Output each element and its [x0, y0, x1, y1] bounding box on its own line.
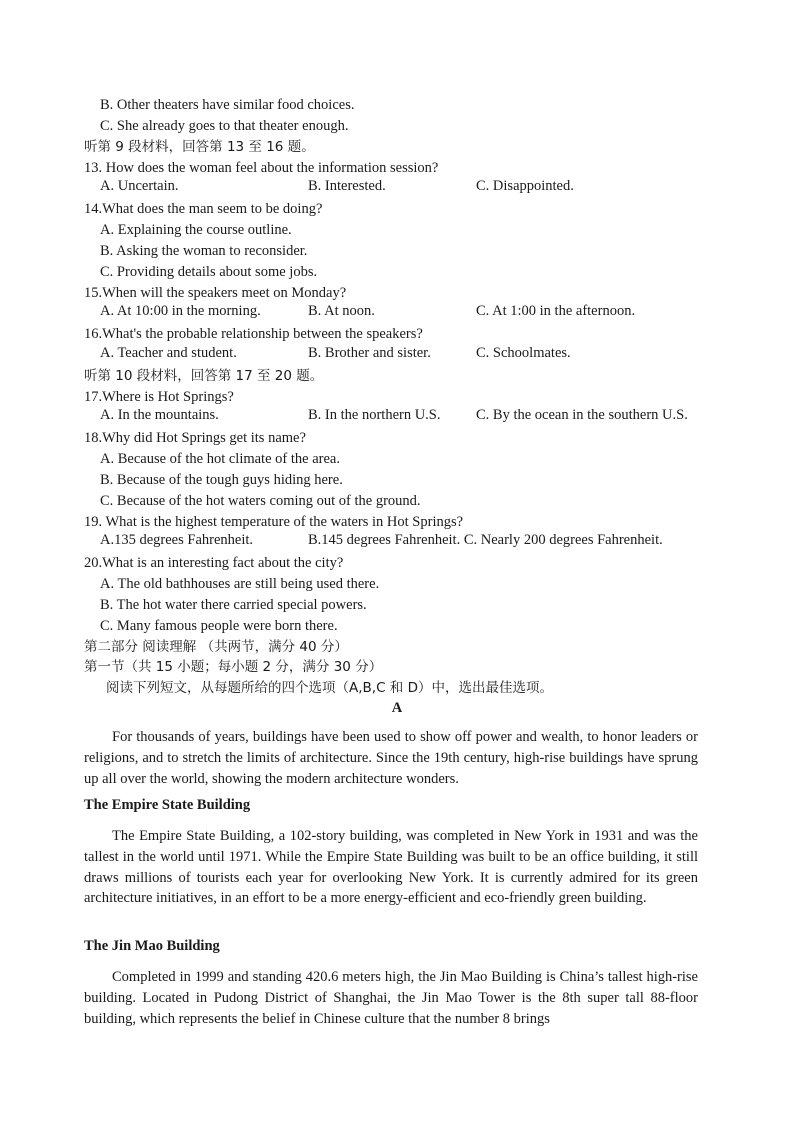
- passage-intro-text: For thousands of years, buildings have been used to show off power and wealth, to honor leaders or religions, and to stretch the limits of architecture. Since the 19th century, high-rise buildings have sprung up all over the world, showing the modern architecture wonders.: [84, 729, 698, 787]
- paragraph-text: The Empire State Building, a 102-story building, was completed in New York in 1931 and was the tallest in the world until 1971. While the Empire State Building was built to be an office building, it still draws millions of tourists each year for overlooking New York. It is currently admired for its green architecture initiatives, in an effort to be a more energy-efficient and eco-friendly green building.: [84, 828, 698, 907]
- section-title: The Jin Mao Building: [84, 938, 220, 954]
- option-b: B. Asking the woman to reconsider.: [100, 243, 308, 259]
- option-c: C. By the ocean in the southern U.S.: [476, 407, 688, 423]
- section-heading: 第一节（共 15 小题；每小题 2 分，满分 30 分）: [84, 659, 383, 675]
- option-c: C. At 1:00 in the afternoon.: [476, 303, 636, 319]
- question-20: 20.What is an interesting fact about the city?: [84, 555, 344, 571]
- option-b: B. Brother and sister.: [308, 345, 431, 361]
- paragraph-text: Completed in 1999 and standing 420.6 meters high, the Jin Mao Building is China’s tallest high-rise building. Located in Pudong District of Shanghai, the Jin Mao Tower is the 8th super tall 88-floor building, which represents the belief in Chinese culture that the number 8 brings: [84, 969, 698, 1027]
- paragraph-empire-state: [84, 826, 698, 909]
- option-a: A. In the mountains.: [100, 407, 219, 423]
- question-14: 14.What does the man seem to be doing?: [84, 201, 323, 217]
- option-b: B. The hot water there carried special powers.: [100, 597, 367, 613]
- option-c: C. Disappointed.: [476, 178, 574, 194]
- option-a: A.135 degrees Fahrenheit.: [100, 532, 254, 548]
- option-b: B. In the northern U.S.: [308, 407, 441, 423]
- option-a: A. Because of the hot climate of the area.: [100, 451, 340, 467]
- section-title: The Empire State Building: [84, 797, 251, 813]
- question-17: 17.Where is Hot Springs?: [84, 389, 234, 405]
- option-a: A. Teacher and student.: [100, 345, 237, 361]
- question-13: 13. How does the woman feel about the information session?: [84, 160, 439, 176]
- option-b: B. At noon.: [308, 303, 375, 319]
- option-b: B. Because of the tough guys hiding here.: [100, 472, 343, 488]
- part-heading: 第二部分 阅读理解 （共两节，满分 40 分）: [84, 639, 348, 655]
- section-instruction: 听第 9 段材料，回答第 13 至 16 题。: [84, 139, 315, 155]
- reading-instruction: 阅读下列短文，从每题所给的四个选项（A,B,C 和 D）中，选出最佳选项。: [106, 680, 553, 696]
- passage-intro: [84, 727, 698, 789]
- option-b: B. Interested.: [308, 178, 386, 194]
- option-c: C. Providing details about some jobs.: [100, 264, 318, 280]
- paragraph-jin-mao: [84, 967, 698, 1029]
- section-instruction: 听第 10 段材料，回答第 17 至 20 题。: [84, 368, 324, 384]
- option-a: A. Uncertain.: [100, 178, 179, 194]
- question-18: 18.Why did Hot Springs get its name?: [84, 430, 306, 446]
- option-a: A. The old bathhouses are still being used there.: [100, 576, 380, 592]
- option-a: A. At 10:00 in the morning.: [100, 303, 261, 319]
- option-line: B. Other theaters have similar food choices.: [100, 97, 355, 113]
- option-a: A. Explaining the course outline.: [100, 222, 292, 238]
- option-b-c: B.145 degrees Fahrenheit. C. Nearly 200 degrees Fahrenheit.: [308, 532, 663, 548]
- option-line: C. She already goes to that theater enough.: [100, 118, 349, 134]
- question-19: 19. What is the highest temperature of the waters in Hot Springs?: [84, 514, 464, 530]
- question-16: 16.What's the probable relationship between the speakers?: [84, 326, 423, 342]
- option-c: C. Because of the hot waters coming out of the ground.: [100, 493, 421, 509]
- passage-label: A: [391, 700, 403, 716]
- option-c: C. Schoolmates.: [476, 345, 571, 361]
- option-c: C. Many famous people were born there.: [100, 618, 338, 634]
- question-15: 15.When will the speakers meet on Monday?: [84, 285, 347, 301]
